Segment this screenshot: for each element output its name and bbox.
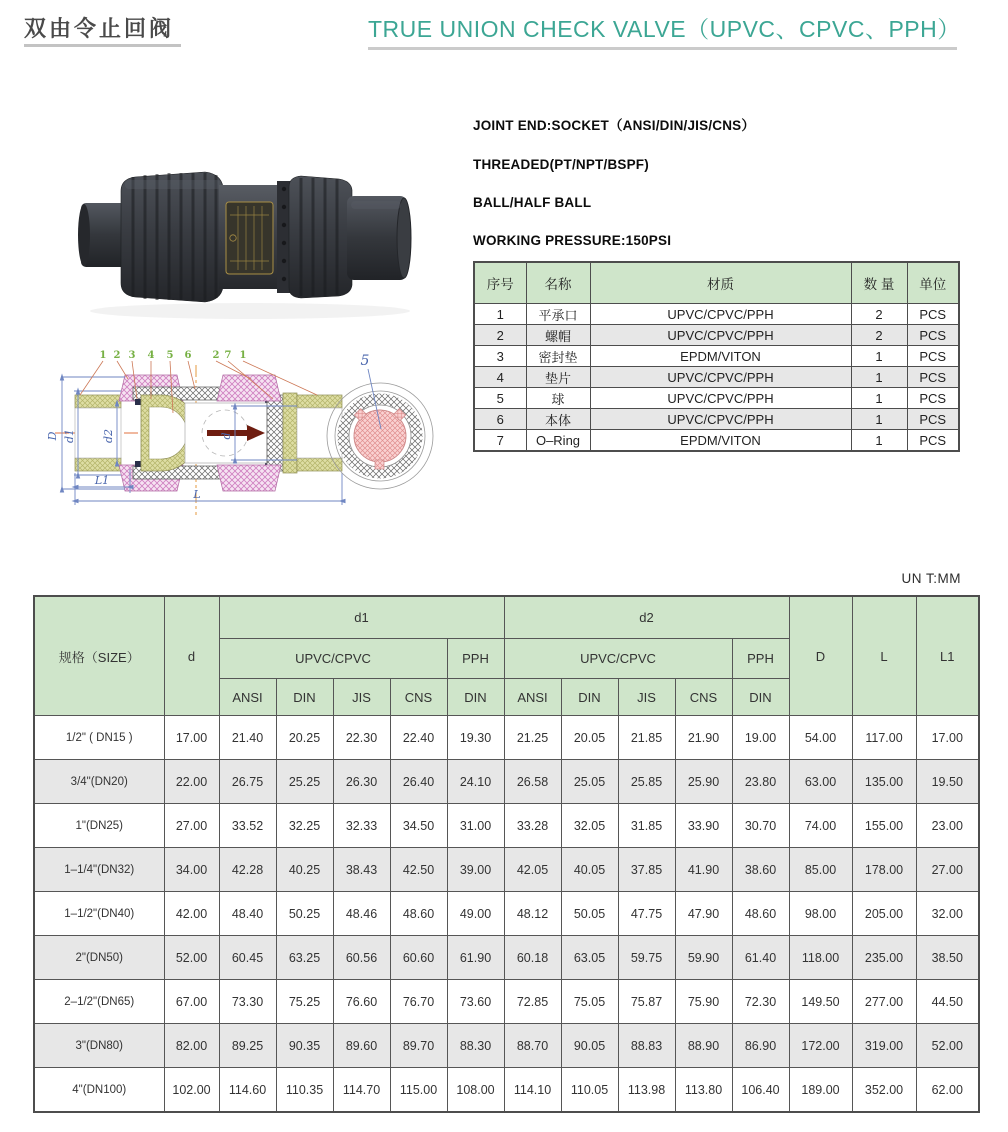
callout-number: 1 (239, 350, 247, 361)
dims-size-cell: 2"(DN50) (34, 936, 164, 980)
valve-right-union-nut (289, 176, 352, 298)
dims-size-cell: 1–1/4"(DN32) (34, 848, 164, 892)
callout-number: 1 (99, 350, 107, 361)
dims-size-cell: 3/4"(DN20) (34, 760, 164, 804)
parts-table-cell: 垫片 (526, 367, 590, 388)
valve-cross-section-diagram (25, 333, 475, 538)
dims-value-cell: 235.00 (852, 936, 916, 980)
dims-value-cell: 76.70 (390, 980, 447, 1024)
dims-std: CNS (390, 679, 447, 716)
dims-value-cell: 34.00 (164, 848, 219, 892)
callout-number: 6 (184, 350, 192, 361)
dims-value-cell: 42.05 (504, 848, 561, 892)
dims-value-cell: 60.18 (504, 936, 561, 980)
dimensions-table-row (34, 936, 979, 980)
dims-value-cell: 117.00 (852, 716, 916, 760)
dims-value-cell: 26.75 (219, 760, 276, 804)
parts-col-name: 名称 (526, 262, 590, 304)
dims-value-cell: 33.28 (504, 804, 561, 848)
dims-value-cell: 205.00 (852, 892, 916, 936)
page-title-chinese: 双由令止回阀 (24, 16, 175, 41)
dims-value-cell: 114.60 (219, 1068, 276, 1113)
dimensions-table-row (34, 1068, 979, 1113)
dims-value-cell: 319.00 (852, 1024, 916, 1068)
dims-value-cell: 27.00 (916, 848, 979, 892)
valve-gold-label (226, 202, 273, 274)
dims-value-cell: 25.05 (561, 760, 618, 804)
dims-value-cell: 33.90 (675, 804, 732, 848)
dims-value-cell: 32.25 (276, 804, 333, 848)
parts-table-cell: PCS (907, 304, 959, 325)
dims-value-cell: 48.60 (732, 892, 789, 936)
parts-table-cell: 1 (851, 388, 907, 409)
dims-value-cell: 110.35 (276, 1068, 333, 1113)
dims-value-cell: 88.30 (447, 1024, 504, 1068)
dims-value-cell: 189.00 (789, 1068, 852, 1113)
spec-ball: BALL/HALF BALL (473, 195, 592, 210)
dims-col-L1: L1 (916, 596, 979, 716)
dims-value-cell: 30.70 (732, 804, 789, 848)
parts-col-unit: 单位 (907, 262, 959, 304)
dims-value-cell: 73.60 (447, 980, 504, 1024)
title-underline-left (24, 44, 181, 47)
dims-size-cell: 2–1/2"(DN65) (34, 980, 164, 1024)
dims-value-cell: 41.90 (675, 848, 732, 892)
parts-table-row (474, 304, 959, 325)
dims-value-cell: 40.05 (561, 848, 618, 892)
dims-d1-upvc-cpvc: UPVC/CPVC (219, 639, 447, 679)
dims-value-cell: 114.70 (333, 1068, 390, 1113)
parts-col-no: 序号 (474, 262, 526, 304)
dims-value-cell: 75.05 (561, 980, 618, 1024)
parts-table-row (474, 409, 959, 430)
dimensions-table-body (34, 716, 979, 1113)
dims-value-cell: 59.75 (618, 936, 675, 980)
dims-value-cell: 49.00 (447, 892, 504, 936)
dims-group-d2: d2 (504, 596, 789, 639)
parts-table-cell: UPVC/CPVC/PPH (590, 304, 851, 325)
dims-value-cell: 26.30 (333, 760, 390, 804)
parts-table-cell: 2 (851, 304, 907, 325)
dims-value-cell: 48.46 (333, 892, 390, 936)
dims-value-cell: 25.25 (276, 760, 333, 804)
dims-value-cell: 113.80 (675, 1068, 732, 1113)
dims-value-cell: 38.60 (732, 848, 789, 892)
dims-std: ANSI (504, 679, 561, 716)
dims-size-cell: 1"(DN25) (34, 804, 164, 848)
dims-value-cell: 20.05 (561, 716, 618, 760)
dims-value-cell: 48.60 (390, 892, 447, 936)
dims-value-cell: 108.00 (447, 1068, 504, 1113)
parts-table-body (474, 304, 959, 452)
dims-col-size: 规格（SIZE） (34, 596, 164, 716)
unit-note: UN T:MM (901, 571, 961, 586)
dims-value-cell: 155.00 (852, 804, 916, 848)
dimensions-table-row (34, 848, 979, 892)
dims-d2-pph: PPH (732, 639, 789, 679)
dims-value-cell: 19.30 (447, 716, 504, 760)
dims-std: DIN (561, 679, 618, 716)
dims-value-cell: 47.90 (675, 892, 732, 936)
dims-value-cell: 63.25 (276, 936, 333, 980)
dims-value-cell: 23.00 (916, 804, 979, 848)
dims-value-cell: 32.05 (561, 804, 618, 848)
dims-value-cell: 75.87 (618, 980, 675, 1024)
dims-value-cell: 86.90 (732, 1024, 789, 1068)
dims-size-cell: 3"(DN80) (34, 1024, 164, 1068)
dims-std: CNS (675, 679, 732, 716)
cross-section-view (75, 375, 342, 491)
dimensions-table-row (34, 892, 979, 936)
dims-d1-pph: PPH (447, 639, 504, 679)
parts-table-header-row (474, 262, 959, 304)
dims-value-cell: 60.56 (333, 936, 390, 980)
dims-value-cell: 61.40 (732, 936, 789, 980)
parts-table (473, 261, 960, 452)
dims-value-cell: 48.12 (504, 892, 561, 936)
dims-value-cell: 60.60 (390, 936, 447, 980)
parts-table-cell: 球 (526, 388, 590, 409)
dims-value-cell: 22.30 (333, 716, 390, 760)
parts-table-cell: 1 (851, 409, 907, 430)
dims-value-cell: 50.25 (276, 892, 333, 936)
parts-table-cell: PCS (907, 409, 959, 430)
dims-header-row-1 (34, 596, 979, 639)
spec-joint-end: JOINT END:SOCKET（ANSI/DIN/JIS/CNS） (473, 118, 756, 133)
parts-table-cell: PCS (907, 367, 959, 388)
parts-col-qty: 数 量 (851, 262, 907, 304)
parts-table-cell: 1 (851, 346, 907, 367)
dims-value-cell: 22.40 (390, 716, 447, 760)
dims-value-cell: 89.60 (333, 1024, 390, 1068)
dims-value-cell: 172.00 (789, 1024, 852, 1068)
valve-left-union-nut (121, 172, 223, 302)
dims-value-cell: 37.85 (618, 848, 675, 892)
dims-value-cell: 82.00 (164, 1024, 219, 1068)
parts-table-cell: 2 (474, 325, 526, 346)
dims-col-L: L (852, 596, 916, 716)
dims-value-cell: 88.90 (675, 1024, 732, 1068)
parts-table-cell: PCS (907, 430, 959, 452)
dims-value-cell: 75.25 (276, 980, 333, 1024)
dims-value-cell: 149.50 (789, 980, 852, 1024)
parts-table-cell: O–Ring (526, 430, 590, 452)
parts-table-cell: 2 (851, 325, 907, 346)
dims-value-cell: 31.00 (447, 804, 504, 848)
parts-table-cell: UPVC/CPVC/PPH (590, 367, 851, 388)
dimensions-table-row (34, 716, 979, 760)
callout-leader-line (117, 361, 128, 379)
dimensions-table-row (34, 760, 979, 804)
dims-value-cell: 277.00 (852, 980, 916, 1024)
spec-threaded: THREADED(PT/NPT/BSPF) (473, 157, 649, 172)
parts-table-cell: 6 (474, 409, 526, 430)
dims-value-cell: 40.25 (276, 848, 333, 892)
dims-value-cell: 17.00 (916, 716, 979, 760)
dims-value-cell: 63.05 (561, 936, 618, 980)
dims-value-cell: 22.00 (164, 760, 219, 804)
parts-table-cell: 1 (851, 367, 907, 388)
parts-col-material: 材质 (590, 262, 851, 304)
dims-value-cell: 50.05 (561, 892, 618, 936)
dims-value-cell: 115.00 (390, 1068, 447, 1113)
callout-number: 2 (212, 350, 220, 361)
callout-leader-line (188, 361, 195, 389)
dims-value-cell: 89.25 (219, 1024, 276, 1068)
dims-value-cell: 114.10 (504, 1068, 561, 1113)
dim-label-L: L (193, 488, 201, 501)
callout-number: 4 (147, 350, 155, 361)
dims-value-cell: 106.40 (732, 1068, 789, 1113)
title-underline-right (368, 47, 957, 50)
dims-std: DIN (732, 679, 789, 716)
dimensions-table-row (34, 980, 979, 1024)
callout-number: 7 (224, 350, 232, 361)
callout-number: 3 (128, 350, 136, 361)
dims-value-cell: 76.60 (333, 980, 390, 1024)
dims-value-cell: 38.43 (333, 848, 390, 892)
parts-table-row (474, 367, 959, 388)
dims-size-cell: 4"(DN100) (34, 1068, 164, 1113)
parts-table-cell: 1 (474, 304, 526, 325)
end-view-callout-5: 5 (360, 353, 370, 369)
photo-shadow (90, 303, 410, 319)
dims-value-cell: 90.05 (561, 1024, 618, 1068)
parts-table-row (474, 346, 959, 367)
dims-value-cell: 88.83 (618, 1024, 675, 1068)
dims-value-cell: 90.35 (276, 1024, 333, 1068)
parts-table-cell: 螺帽 (526, 325, 590, 346)
valve-product-photo (55, 95, 450, 335)
parts-table-cell: 平承口 (526, 304, 590, 325)
dims-value-cell: 54.00 (789, 716, 852, 760)
dims-value-cell: 118.00 (789, 936, 852, 980)
parts-table-cell: PCS (907, 388, 959, 409)
dim-label-L1: L1 (94, 474, 110, 487)
dims-value-cell: 52.00 (164, 936, 219, 980)
parts-table-cell: 5 (474, 388, 526, 409)
parts-table-cell: 1 (851, 430, 907, 452)
dims-value-cell: 47.75 (618, 892, 675, 936)
dims-value-cell: 17.00 (164, 716, 219, 760)
dims-value-cell: 72.30 (732, 980, 789, 1024)
dims-std: DIN (276, 679, 333, 716)
dims-value-cell: 23.80 (732, 760, 789, 804)
dims-value-cell: 38.50 (916, 936, 979, 980)
dimensions-table-row (34, 804, 979, 848)
dim-label-d1: d1 (63, 428, 76, 444)
dims-value-cell: 62.00 (916, 1068, 979, 1113)
dims-value-cell: 113.98 (618, 1068, 675, 1113)
parts-table-cell: 4 (474, 367, 526, 388)
dims-col-d: d (164, 596, 219, 716)
dims-value-cell: 72.85 (504, 980, 561, 1024)
dims-value-cell: 24.10 (447, 760, 504, 804)
callout-leader-line (80, 361, 103, 395)
parts-table-cell: UPVC/CPVC/PPH (590, 325, 851, 346)
callout-number: 2 (113, 350, 121, 361)
dims-value-cell: 75.90 (675, 980, 732, 1024)
dims-value-cell: 42.00 (164, 892, 219, 936)
dims-value-cell: 21.90 (675, 716, 732, 760)
dims-std: JIS (618, 679, 675, 716)
dims-std: DIN (447, 679, 504, 716)
dims-value-cell: 60.45 (219, 936, 276, 980)
parts-table-cell: UPVC/CPVC/PPH (590, 409, 851, 430)
dims-value-cell: 98.00 (789, 892, 852, 936)
dims-value-cell: 102.00 (164, 1068, 219, 1113)
dim-label-d2: d2 (102, 428, 115, 444)
dims-value-cell: 34.50 (390, 804, 447, 848)
dimensions-table-row (34, 1024, 979, 1068)
dims-value-cell: 67.00 (164, 980, 219, 1024)
parts-table-cell: 7 (474, 430, 526, 452)
dims-value-cell: 110.05 (561, 1068, 618, 1113)
parts-table-row (474, 388, 959, 409)
dims-value-cell: 52.00 (916, 1024, 979, 1068)
dims-value-cell: 26.58 (504, 760, 561, 804)
dims-std: ANSI (219, 679, 276, 716)
dims-value-cell: 27.00 (164, 804, 219, 848)
dims-value-cell: 20.25 (276, 716, 333, 760)
dims-std: JIS (333, 679, 390, 716)
dims-col-D: D (789, 596, 852, 716)
parts-table-cell: UPVC/CPVC/PPH (590, 388, 851, 409)
dimensions-table (33, 595, 980, 1113)
dims-value-cell: 26.40 (390, 760, 447, 804)
dims-value-cell: 178.00 (852, 848, 916, 892)
spec-working-pressure: WORKING PRESSURE:150PSI (473, 233, 672, 248)
dims-value-cell: 42.28 (219, 848, 276, 892)
dims-value-cell: 85.00 (789, 848, 852, 892)
dims-value-cell: 25.85 (618, 760, 675, 804)
dims-d2-upvc-cpvc: UPVC/CPVC (504, 639, 732, 679)
parts-table-row (474, 430, 959, 452)
parts-table-cell: EPDM/VITON (590, 430, 851, 452)
dims-value-cell: 21.40 (219, 716, 276, 760)
dims-value-cell: 89.70 (390, 1024, 447, 1068)
dims-value-cell: 32.00 (916, 892, 979, 936)
dims-value-cell: 42.50 (390, 848, 447, 892)
parts-table-row (474, 325, 959, 346)
dim-label-D: D (46, 431, 59, 441)
dims-value-cell: 61.90 (447, 936, 504, 980)
dims-value-cell: 31.85 (618, 804, 675, 848)
dims-size-cell: 1/2" ( DN15 ) (34, 716, 164, 760)
parts-table-cell: PCS (907, 325, 959, 346)
dim-label-d: d (220, 432, 233, 440)
parts-table-cell: PCS (907, 346, 959, 367)
parts-table-cell: 3 (474, 346, 526, 367)
parts-table-cell: EPDM/VITON (590, 346, 851, 367)
dims-value-cell: 88.70 (504, 1024, 561, 1068)
parts-table-cell: 本体 (526, 409, 590, 430)
dims-value-cell: 21.85 (618, 716, 675, 760)
dims-value-cell: 32.33 (333, 804, 390, 848)
spec-list (473, 114, 755, 271)
dims-value-cell: 352.00 (852, 1068, 916, 1113)
dims-value-cell: 19.00 (732, 716, 789, 760)
dims-value-cell: 73.30 (219, 980, 276, 1024)
dims-value-cell: 39.00 (447, 848, 504, 892)
parts-table-cell: 密封垫 (526, 346, 590, 367)
dims-value-cell: 48.40 (219, 892, 276, 936)
callout-number: 5 (166, 350, 174, 361)
dims-value-cell: 74.00 (789, 804, 852, 848)
dims-value-cell: 44.50 (916, 980, 979, 1024)
dims-size-cell: 1–1/2"(DN40) (34, 892, 164, 936)
end-view (327, 353, 433, 489)
dims-value-cell: 21.25 (504, 716, 561, 760)
dims-value-cell: 59.90 (675, 936, 732, 980)
dims-group-d1: d1 (219, 596, 504, 639)
dims-value-cell: 33.52 (219, 804, 276, 848)
dims-value-cell: 63.00 (789, 760, 852, 804)
dims-value-cell: 19.50 (916, 760, 979, 804)
dims-value-cell: 135.00 (852, 760, 916, 804)
page-title-english: TRUE UNION CHECK VALVE（UPVC、CPVC、PPH） (368, 16, 961, 42)
dims-value-cell: 25.90 (675, 760, 732, 804)
